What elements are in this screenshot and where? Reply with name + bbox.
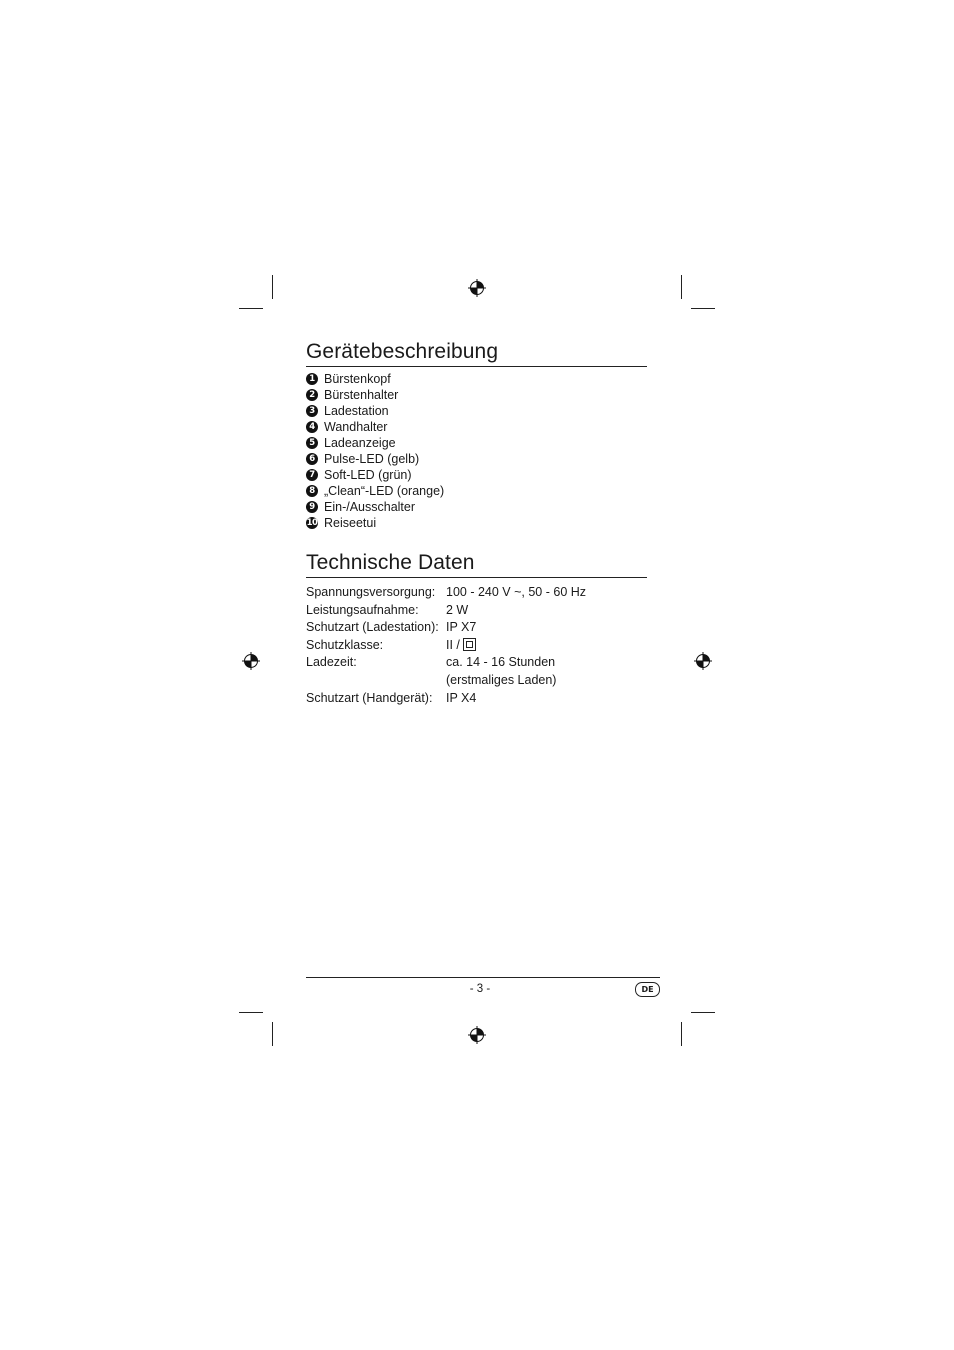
spec-value: IP X4 — [446, 690, 477, 705]
item-number-badge: 10 — [306, 518, 318, 528]
spec-label: Leistungsaufnahme: — [306, 602, 419, 617]
crop-mark — [272, 275, 273, 299]
spec-label: Spannungsversorgung: — [306, 585, 436, 599]
spec-value: IP X7 — [446, 620, 477, 635]
table-row — [306, 584, 586, 602]
item-number-badge: 7 — [306, 469, 318, 481]
spec-value-cell — [446, 637, 586, 655]
list-item — [306, 419, 444, 435]
item-label: Ladestation — [324, 404, 389, 418]
list-item — [306, 451, 444, 467]
item-number-badge: 2 — [306, 389, 318, 401]
specs-table — [306, 584, 586, 707]
list-item — [306, 467, 444, 483]
item-label: Bürstenkopf — [324, 372, 391, 386]
table-row — [306, 602, 586, 620]
table-row — [306, 690, 586, 708]
table-row — [306, 654, 586, 672]
item-label: Ein-/Ausschalter — [324, 500, 416, 514]
crop-mark — [681, 1022, 682, 1046]
item-number-badge: 5 — [306, 437, 318, 449]
item-number-badge: 3 — [306, 405, 318, 417]
spec-label: Schutzklasse: — [306, 637, 384, 652]
crosshair-icon — [694, 652, 712, 670]
language-badge: DE — [635, 982, 660, 997]
spec-value: (erstmaliges Laden) — [446, 672, 557, 687]
item-label: Wandhalter — [324, 420, 388, 434]
section-title-description: Gerätebeschreibung — [306, 340, 647, 367]
item-label: Reiseetui — [324, 516, 377, 530]
spec-value: II / — [446, 637, 460, 652]
crosshair-icon — [468, 279, 486, 297]
list-item — [306, 403, 444, 419]
table-row — [306, 672, 586, 690]
list-item — [306, 371, 444, 387]
list-item — [306, 387, 444, 403]
footer-divider — [306, 977, 660, 978]
item-number-badge: 6 — [306, 453, 318, 465]
crosshair-icon — [242, 652, 260, 670]
crop-mark — [691, 1012, 715, 1013]
spec-value: ca. 14 - 16 Stunden — [446, 655, 556, 670]
item-label: Pulse-LED (gelb) — [324, 452, 420, 466]
section-title-specs: Technische Daten — [306, 551, 647, 578]
crop-mark — [691, 308, 715, 309]
list-item — [306, 515, 444, 531]
list-item — [306, 435, 444, 451]
crop-mark — [681, 275, 682, 299]
item-number-badge: 4 — [306, 421, 318, 433]
item-label: Soft-LED (grün) — [324, 468, 412, 482]
spec-value: 2 W — [446, 602, 469, 617]
crosshair-icon — [468, 1026, 486, 1044]
spec-value: 100 - 240 V ~, 50 - 60 Hz — [446, 585, 587, 599]
spec-label — [306, 672, 446, 690]
crop-mark — [239, 1012, 263, 1013]
list-item — [306, 499, 444, 515]
crop-mark — [239, 308, 263, 309]
spec-label: Schutzart (Handgerät): — [306, 690, 433, 705]
spec-label: Ladezeit: — [306, 655, 357, 670]
table-row — [306, 637, 586, 655]
item-label: „Clean“-LED (orange) — [324, 484, 445, 498]
double-insulation-icon — [463, 638, 476, 651]
table-row — [306, 619, 586, 637]
item-number-badge: 8 — [306, 485, 318, 497]
item-label: Bürstenhalter — [324, 388, 399, 402]
page-number: - 3 - — [469, 983, 491, 995]
crop-mark — [272, 1022, 273, 1046]
item-number-badge: 1 — [306, 373, 318, 385]
spec-label: Schutzart (Ladestation): — [306, 620, 439, 635]
item-number-badge: 9 — [306, 501, 318, 513]
parts-list — [306, 371, 444, 531]
list-item — [306, 483, 444, 499]
item-label: Ladeanzeige — [324, 436, 396, 450]
